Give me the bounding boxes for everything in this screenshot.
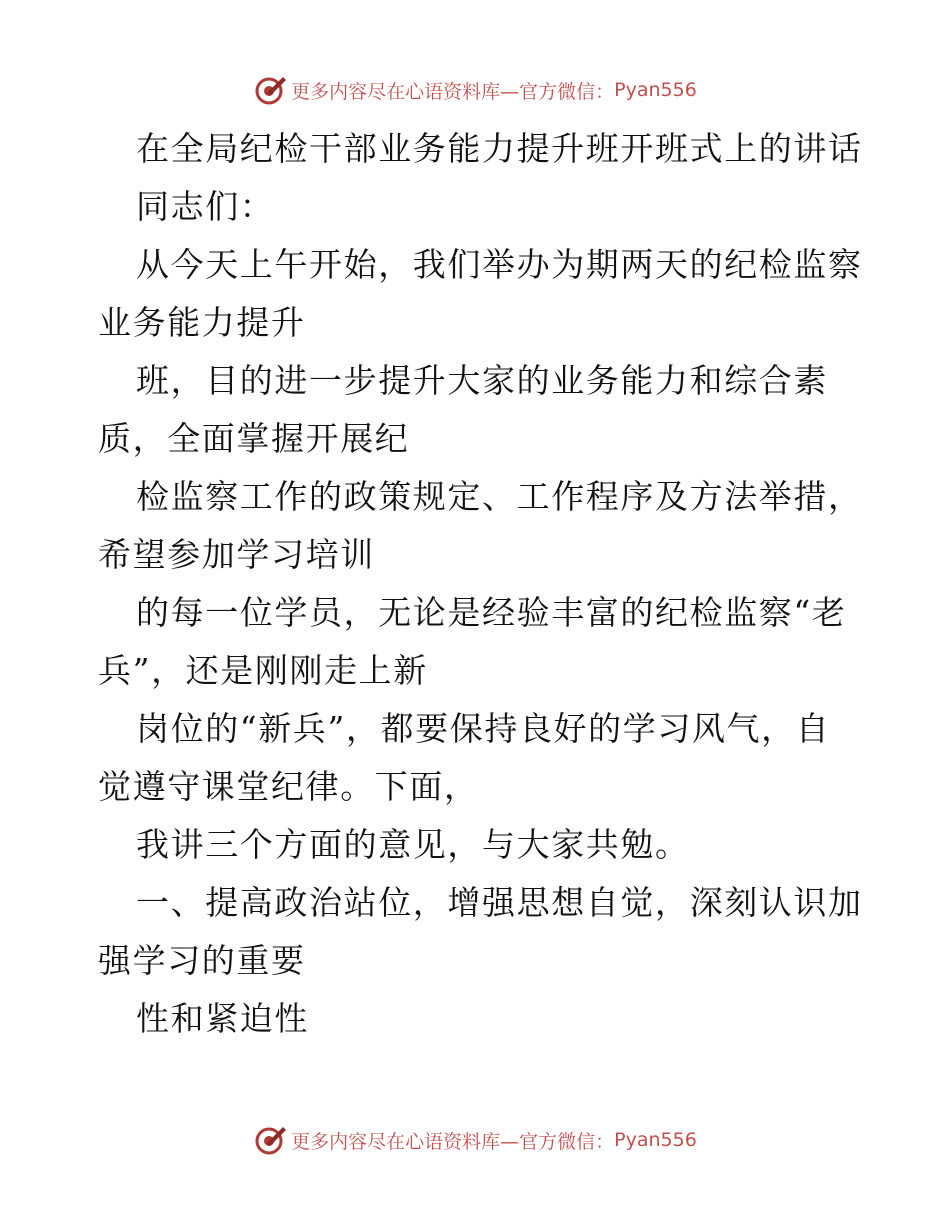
paragraph-line: 班，目的进一步提升大家的业务能力和综合素 [136,361,828,400]
paragraph-line: 从今天上午开始，我们举办为期两天的纪检监察 [136,245,863,284]
paragraph-line: 觉遵守课堂纪律。下面， [98,767,479,806]
paragraph-line: 检监察工作的政策规定、工作程序及方法举措， [136,477,863,516]
paragraph-line: 的每一位学员，无论是经验丰富的纪检监察“老 [136,593,847,632]
paragraph-line: 我讲三个方面的意见，与大家共勉。 [136,825,690,864]
pen-logo-icon [253,73,287,107]
salutation: 同志们： [136,187,275,226]
document-body [98,120,863,1048]
section-heading: 一、提高政治站位，增强思想自觉，深刻认识加 [136,883,863,922]
watermark-text: 更多内容尽在心语资料库—官方微信： [291,1130,615,1153]
watermark-footer [0,1120,950,1160]
paragraph-line: 兵”，还是刚刚走上新 [98,651,428,690]
watermark-text: 更多内容尽在心语资料库—官方微信： [291,80,615,103]
paragraph-line: 岗位的“新兵”，都要保持良好的学习风气，自 [136,709,831,748]
paragraph-line: 希望参加学习培训 [98,535,375,574]
paragraph-line: 业务能力提升 [98,303,306,342]
paragraph-line: 质，全面掌握开展纪 [98,419,410,458]
section-heading: 强学习的重要 [98,941,306,980]
watermark-header [0,70,950,110]
section-heading: 性和紧迫性 [136,999,309,1038]
document-title: 在全局纪检干部业务能力提升班开班式上的讲话 [136,129,863,168]
pen-logo-icon [253,1123,287,1157]
watermark-id: Pyan556 [614,79,697,101]
watermark-id: Pyan556 [614,1129,697,1151]
